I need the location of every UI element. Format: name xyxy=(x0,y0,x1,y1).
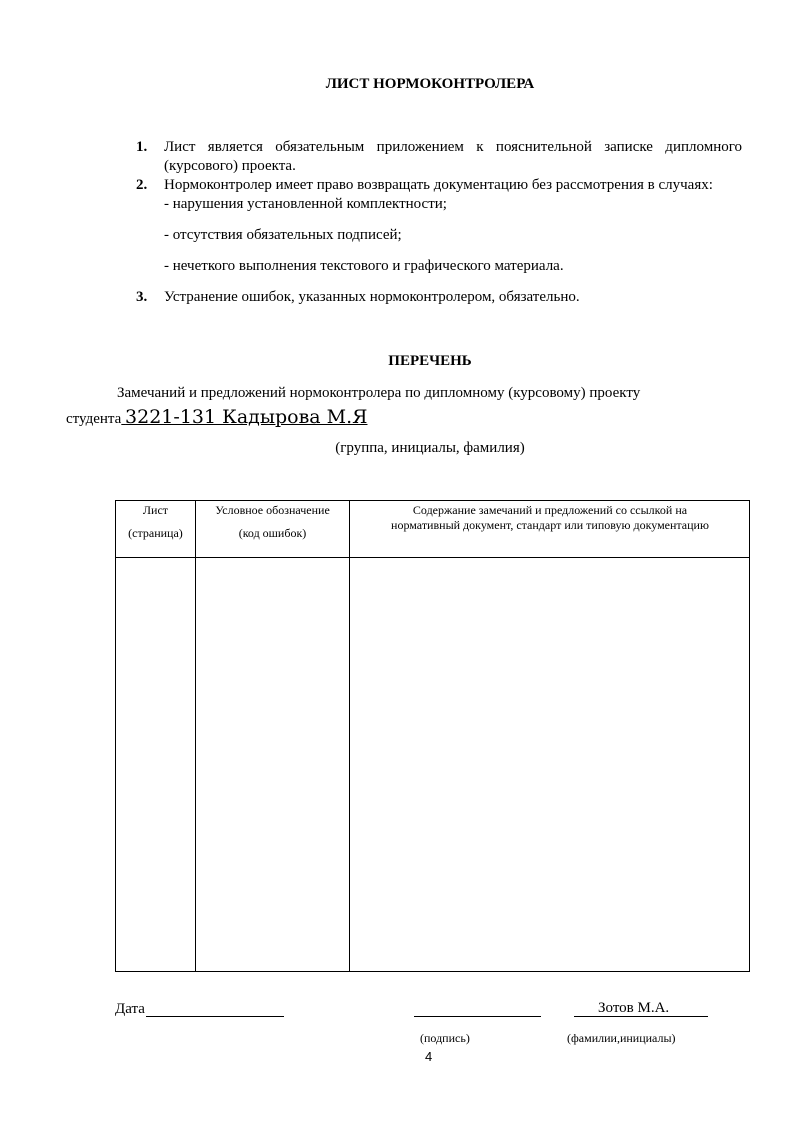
date-label: Дата xyxy=(115,1001,145,1017)
column-header-content xyxy=(350,503,750,533)
column-header-line: нормативный документ, стандарт или типовую документацию xyxy=(391,518,709,532)
column-divider xyxy=(195,501,196,971)
rule-text: Нормоконтролер имеет право возвращать документацию без рассмотрения в случаях: xyxy=(164,177,713,193)
header-divider xyxy=(116,557,749,558)
rule-item-2 xyxy=(136,176,742,195)
signer-name: Зотов М.А. xyxy=(598,1000,670,1016)
column-header-line: Условное обозначение xyxy=(215,503,330,517)
student-value: 3221-131 Кадырова М.Я xyxy=(125,406,368,428)
student-prefix: студента xyxy=(66,411,122,427)
rule-item-1 xyxy=(136,138,742,176)
rule-subitem: - нечеткого выполнения текстового и графического материала. xyxy=(164,258,564,274)
column-header-line: (код ошибок) xyxy=(238,526,307,540)
student-line xyxy=(66,406,367,428)
list-heading: ПЕРЕЧЕНЬ xyxy=(388,353,472,369)
column-header-line: Содержание замечаний и предложений со ссылкой на xyxy=(412,503,688,517)
remarks-table xyxy=(115,500,750,972)
page-title: ЛИСТ НОРМОКОНТРОЛЕРА xyxy=(325,76,535,92)
signature-field-line xyxy=(414,1016,541,1017)
rule-text: Устранение ошибок, указанных нормоконтролером, обязательно. xyxy=(164,289,580,305)
column-divider xyxy=(349,501,350,971)
rule-number: 1. xyxy=(136,139,148,155)
column-header-line: Лист xyxy=(142,503,169,517)
column-header-sheet xyxy=(116,503,195,541)
name-caption: (фамилии,инициалы) xyxy=(567,1031,676,1045)
rule-number: 2. xyxy=(136,177,148,193)
page-number: 4 xyxy=(425,1049,433,1064)
rule-item-3 xyxy=(136,288,742,307)
signature-caption: (подпись) xyxy=(420,1031,470,1045)
column-header-line: (страница) xyxy=(128,526,183,540)
intro-text: Замечаний и предложений нормоконтролера по дипломному (курсовому) проекту xyxy=(117,385,641,401)
column-header-code xyxy=(196,503,349,541)
date-field-line xyxy=(146,1016,284,1017)
rule-text: Лист является обязательным приложением к пояснительной записке дипломного (курсового) проекта. xyxy=(164,139,742,174)
rules-list xyxy=(136,138,742,307)
student-caption: (группа, инициалы, фамилия) xyxy=(335,440,525,456)
rule-subitem: - нарушения установленной комплектности; xyxy=(164,196,447,212)
rule-number: 3. xyxy=(136,289,148,305)
rule-subitem: - отсутствия обязательных подписей; xyxy=(164,227,402,243)
